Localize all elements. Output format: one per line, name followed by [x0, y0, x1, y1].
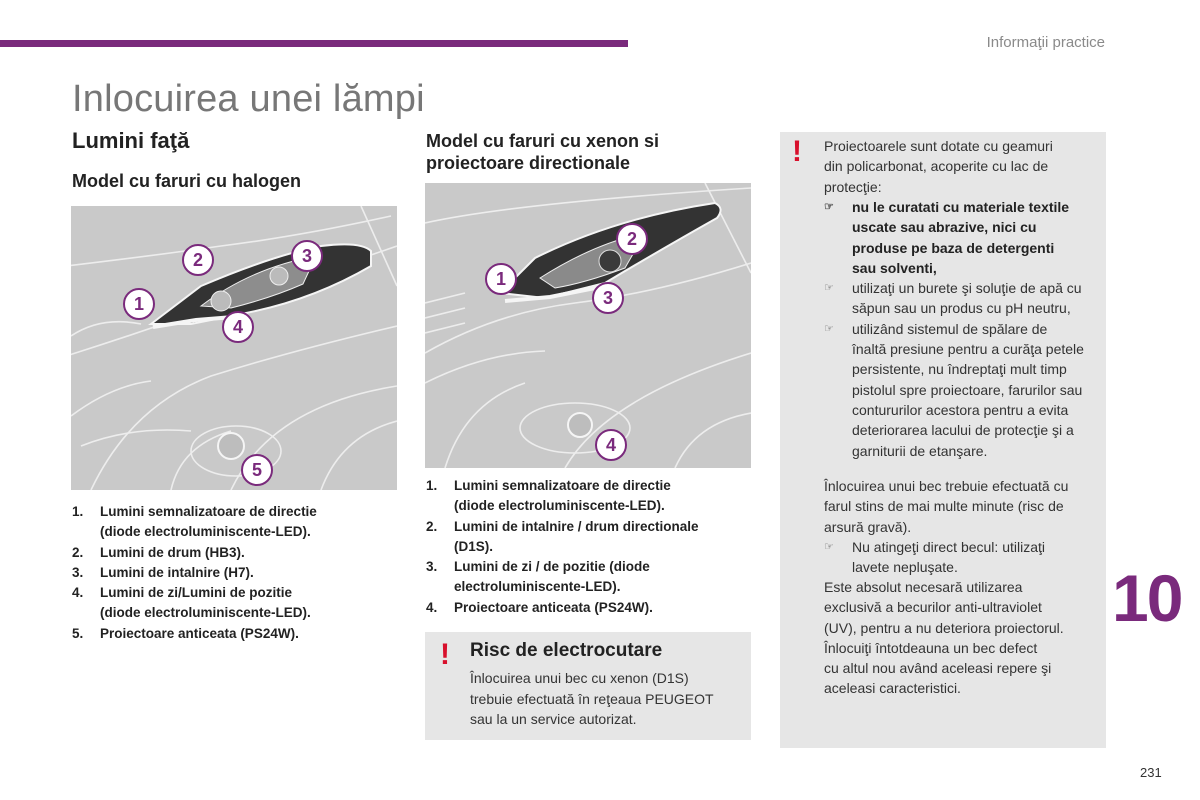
svg-text:2: 2 — [626, 229, 638, 249]
list-item: 4. Proiectoare anticeata (PS24W). — [426, 599, 653, 615]
callout-3 — [292, 241, 322, 271]
header-bar — [0, 40, 628, 47]
heading-lumini-fata: Lumini faţă — [72, 128, 190, 153]
list-item: 3. Lumini de intalnire (H7). — [72, 564, 254, 580]
callout-5 — [242, 455, 272, 485]
list-item: 5. Proiectoare anticeata (PS24W). — [72, 625, 299, 641]
svg-text:4: 4 — [232, 317, 244, 337]
intro-paragraph: Proiectoarele sunt dotate cu geamuri din policarbonat, acoperite cu lac de protecţie: — [824, 138, 1053, 195]
page-number: 231 — [1140, 765, 1162, 780]
xenon-bulb-list — [426, 476, 756, 618]
list-item: ☞ nu le curatati cu materiale textile uscate sau abrazive, nici cu produse pe baza de detergenti sau solventi, — [824, 199, 1070, 276]
callout-2 — [183, 245, 213, 275]
pointing-hand-icon: ☞ — [824, 282, 834, 295]
svg-text:1: 1 — [495, 269, 507, 289]
care-bullet-list — [824, 197, 1109, 461]
halogen-headlight-illustration — [71, 206, 397, 490]
bulb-replacement-paragraph: Înlocuirea unui bec trebuie efectuată cu farul stins de mai multe minute (risc de arsură gravă). — [824, 478, 1069, 535]
svg-text:3: 3 — [602, 288, 614, 308]
warning-exclamation-icon: ! — [440, 638, 450, 671]
svg-text:1: 1 — [133, 294, 145, 314]
touch-warning-bullet — [824, 537, 1109, 578]
callout-2 — [617, 224, 647, 254]
svg-text:5: 5 — [251, 460, 263, 480]
xenon-headlight-illustration — [425, 183, 751, 468]
uv-bulb-paragraph: Este absolut necesară utilizarea exclusivă a becurilor anti-ultraviolet (UV), pentru a nu deteriora proiectorul. Înlocuiţi întotdeauna un bec defect cu altul nou având aceleasi repere şi aceleasi caracteristici. — [824, 579, 1064, 697]
pointing-hand-icon: ☞ — [824, 322, 834, 335]
callout-1 — [486, 264, 516, 294]
list-item: ☞ Nu atingeţi direct becul: utilizaţi lavete nepluşate. — [824, 539, 1045, 576]
heading-xenon: Model cu faruri cu xenon si proiectoare directionale — [426, 131, 660, 173]
callout-1 — [124, 289, 154, 319]
callout-4 — [596, 430, 626, 460]
list-item: 1. Lumini semnalizatoare de directie (diode electroluminiscente-LED). — [72, 504, 317, 540]
risk-text: Înlocuirea unui bec cu xenon (D1S) trebuie efectuată în reţeaua PEUGEOT sau la un service autorizat. — [470, 670, 714, 727]
svg-text:2: 2 — [192, 250, 204, 270]
pointing-hand-icon: ☞ — [824, 541, 834, 553]
list-item: ☞ utilizaţi un burete şi soluţie de apă cu săpun sau un produs cu pH neutru, — [824, 280, 1082, 317]
svg-text:4: 4 — [605, 435, 617, 455]
chapter-number: 10 — [1112, 561, 1182, 635]
subheading-halogen: Model cu faruri cu halogen — [72, 171, 302, 191]
list-item: 2. Lumini de intalnire / drum directionale (D1S). — [426, 518, 699, 554]
callout-4 — [223, 312, 253, 342]
warning-exclamation-icon: ! — [792, 135, 802, 168]
page-title: Inlocuirea unei lămpi — [72, 78, 425, 120]
list-item: 3. Lumini de zi / de pozitie (diode electroluminiscente-LED). — [426, 559, 650, 595]
section-header: Informaţii practice — [986, 34, 1105, 51]
list-item: 4. Lumini de zi/Lumini de pozitie (diode electroluminiscente-LED). — [72, 585, 311, 621]
risk-title: Risc de electrocutare — [470, 640, 663, 661]
list-item: 2. Lumini de drum (HB3). — [72, 544, 245, 560]
pointing-hand-icon: ☞ — [824, 201, 834, 213]
list-item: 1. Lumini semnalizatoare de directie (diode electroluminiscente-LED). — [426, 478, 671, 514]
callout-3 — [593, 283, 623, 313]
list-item: ☞ utilizând sistemul de spălare de înaltă presiune pentru a curăţa petele persistente, nu îndreptaţi mult timp pistolul spre proiectoare, farurilor sau contururilor acestora pentru a evita deteriorarea lacului de protecţie şi a garniturii de etanşare. — [824, 320, 1084, 459]
svg-text:3: 3 — [301, 246, 313, 266]
halogen-bulb-list — [72, 502, 402, 644]
